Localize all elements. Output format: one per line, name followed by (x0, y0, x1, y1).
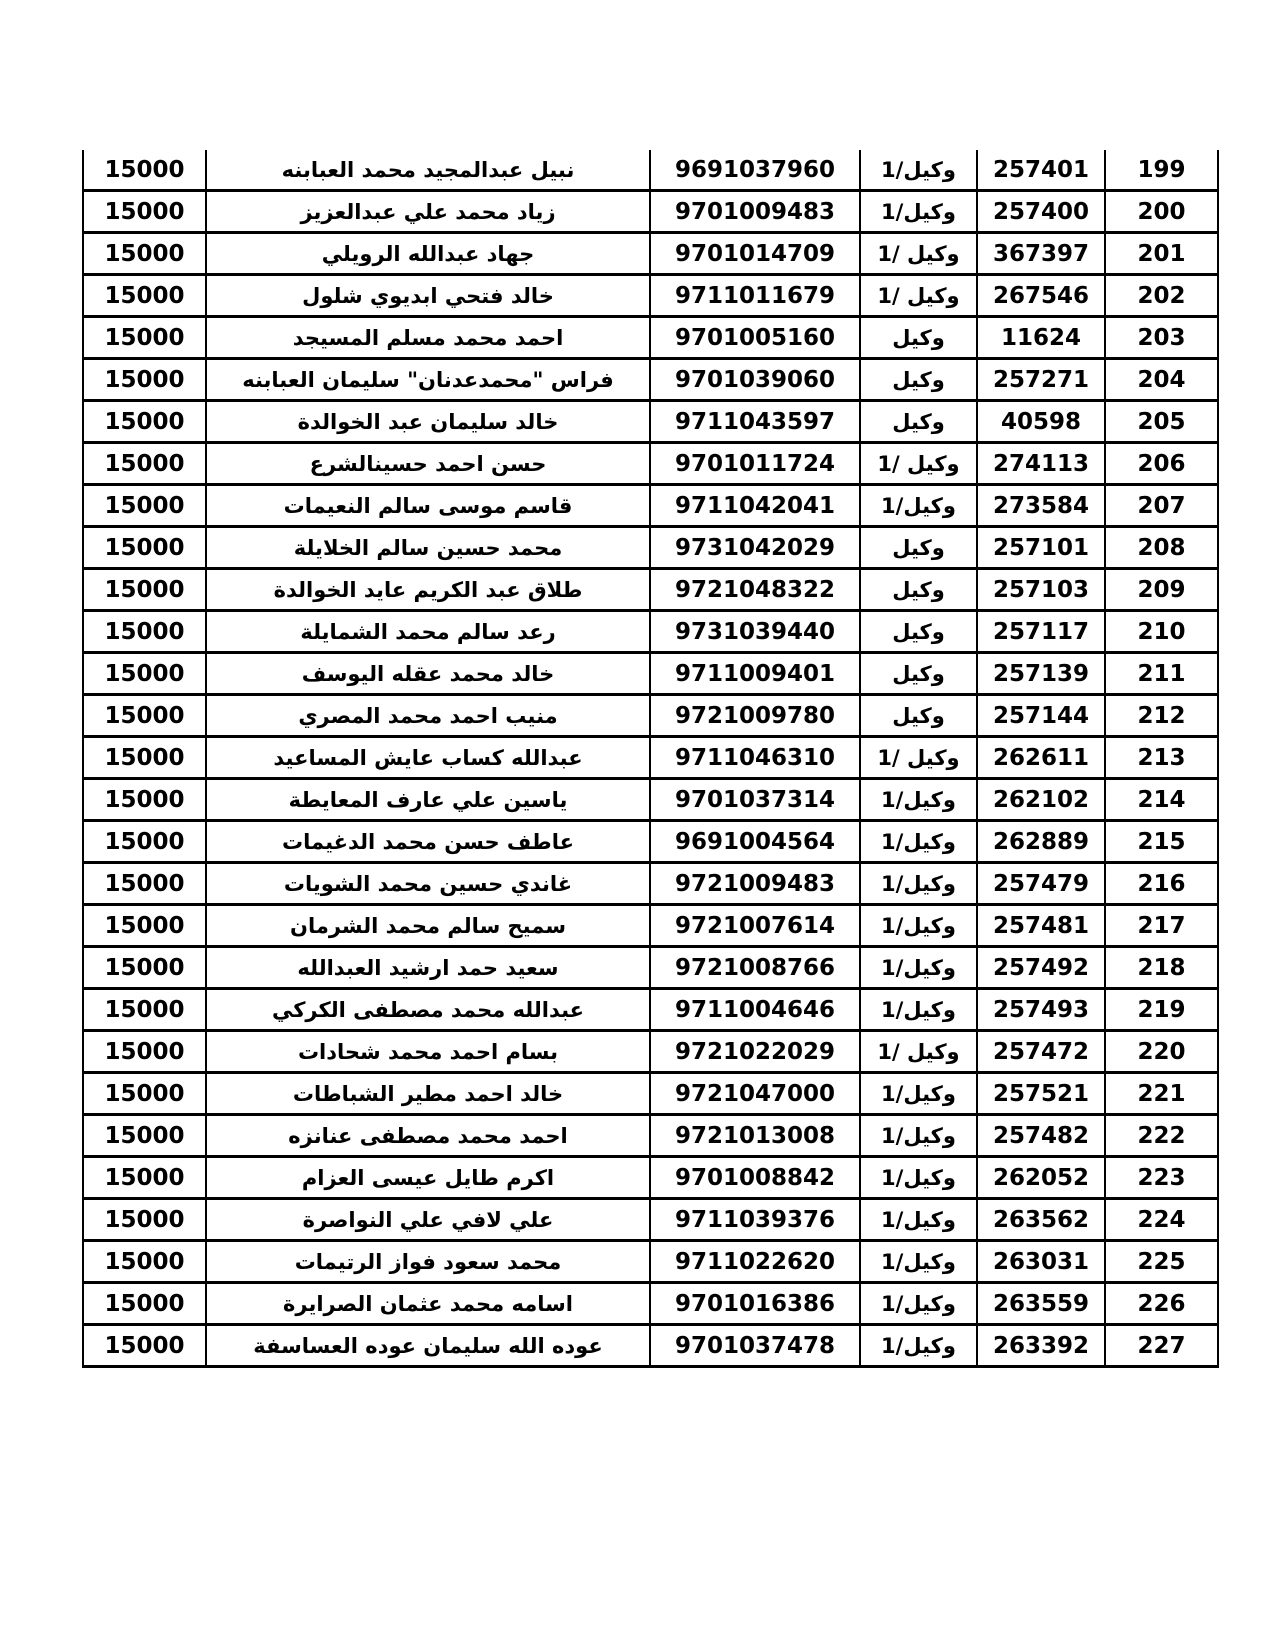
serial-cell: 215 (1105, 821, 1218, 863)
table-row (83, 1241, 1218, 1283)
amount-cell: 15000 (83, 695, 206, 737)
table-row (83, 989, 1218, 1031)
serial-cell: 218 (1105, 947, 1218, 989)
national-id-cell: 9721008766 (650, 947, 860, 989)
rank-cell: وكيل/1 (860, 485, 977, 527)
national-id-cell: 9701005160 (650, 317, 860, 359)
member-id-cell: 40598 (977, 401, 1105, 443)
amount-cell: 15000 (83, 1157, 206, 1199)
serial-cell: 214 (1105, 779, 1218, 821)
national-id-cell: 9691004564 (650, 821, 860, 863)
serial-cell: 227 (1105, 1325, 1218, 1367)
serial-cell: 202 (1105, 275, 1218, 317)
name-cell: علي لافي علي النواصرة (206, 1199, 650, 1241)
member-id-cell: 257401 (977, 150, 1105, 191)
national-id-cell: 9721007614 (650, 905, 860, 947)
member-id-cell: 257521 (977, 1073, 1105, 1115)
rank-cell: وكيل/1 (860, 1073, 977, 1115)
national-id-cell: 9701016386 (650, 1283, 860, 1325)
serial-cell: 225 (1105, 1241, 1218, 1283)
member-id-cell: 11624 (977, 317, 1105, 359)
serial-cell: 220 (1105, 1031, 1218, 1073)
serial-cell: 217 (1105, 905, 1218, 947)
amount-cell: 15000 (83, 1073, 206, 1115)
member-id-cell: 262611 (977, 737, 1105, 779)
serial-cell: 201 (1105, 233, 1218, 275)
serial-cell: 222 (1105, 1115, 1218, 1157)
table-row (83, 947, 1218, 989)
member-id-cell: 257472 (977, 1031, 1105, 1073)
serial-cell: 200 (1105, 191, 1218, 233)
national-id-cell: 9701039060 (650, 359, 860, 401)
member-id-cell: 257139 (977, 653, 1105, 695)
table-row (83, 485, 1218, 527)
rank-cell: وكيل/1 (860, 989, 977, 1031)
table-row (83, 1157, 1218, 1199)
national-id-cell: 9701009483 (650, 191, 860, 233)
rank-cell: وكيل /1 (860, 737, 977, 779)
national-id-cell: 9701008842 (650, 1157, 860, 1199)
serial-cell: 216 (1105, 863, 1218, 905)
serial-cell: 204 (1105, 359, 1218, 401)
national-id-cell: 9731042029 (650, 527, 860, 569)
amount-cell: 15000 (83, 863, 206, 905)
amount-cell: 15000 (83, 275, 206, 317)
national-id-cell: 9711039376 (650, 1199, 860, 1241)
national-id-cell: 9711043597 (650, 401, 860, 443)
member-id-cell: 257493 (977, 989, 1105, 1031)
member-id-cell: 267546 (977, 275, 1105, 317)
name-cell: احمد محمد مسلم المسيجد (206, 317, 650, 359)
national-id-cell: 9721009780 (650, 695, 860, 737)
name-cell: زياد محمد علي عبدالعزيز (206, 191, 650, 233)
amount-cell: 15000 (83, 1115, 206, 1157)
rank-cell: وكيل/1 (860, 1325, 977, 1367)
amount-cell: 15000 (83, 653, 206, 695)
rank-cell: وكيل/1 (860, 191, 977, 233)
amount-cell: 15000 (83, 989, 206, 1031)
name-cell: قاسم موسى سالم النعيمات (206, 485, 650, 527)
member-id-cell: 263031 (977, 1241, 1105, 1283)
table-row (83, 653, 1218, 695)
name-cell: فراس "محمدعدنان" سليمان العبابنه (206, 359, 650, 401)
rank-cell: وكيل/1 (860, 947, 977, 989)
member-id-cell: 257479 (977, 863, 1105, 905)
member-id-cell: 273584 (977, 485, 1105, 527)
serial-cell: 212 (1105, 695, 1218, 737)
name-cell: خالد فتحي ابديوي شلول (206, 275, 650, 317)
amount-cell: 15000 (83, 1241, 206, 1283)
rank-cell: وكيل (860, 695, 977, 737)
table-row (83, 1199, 1218, 1241)
member-id-cell: 257492 (977, 947, 1105, 989)
amount-cell: 15000 (83, 443, 206, 485)
national-id-cell: 9701014709 (650, 233, 860, 275)
rank-cell: وكيل /1 (860, 233, 977, 275)
table-row (83, 1325, 1218, 1367)
member-id-cell: 262052 (977, 1157, 1105, 1199)
rank-cell: وكيل/1 (860, 150, 977, 191)
rank-cell: وكيل/1 (860, 1241, 977, 1283)
member-id-cell: 257481 (977, 905, 1105, 947)
amount-cell: 15000 (83, 150, 206, 191)
amount-cell: 15000 (83, 1325, 206, 1367)
table-row (83, 611, 1218, 653)
table-row (83, 150, 1218, 191)
amount-cell: 15000 (83, 1031, 206, 1073)
name-cell: ياسين علي عارف المعايطة (206, 779, 650, 821)
national-id-cell: 9721013008 (650, 1115, 860, 1157)
rank-cell: وكيل (860, 401, 977, 443)
table-row (83, 191, 1218, 233)
amount-cell: 15000 (83, 233, 206, 275)
national-id-cell: 9711011679 (650, 275, 860, 317)
name-cell: طلاق عبد الكريم عايد الخوالدة (206, 569, 650, 611)
serial-cell: 209 (1105, 569, 1218, 611)
national-id-cell: 9731039440 (650, 611, 860, 653)
name-cell: اكرم طايل عيسى العزام (206, 1157, 650, 1199)
rank-cell: وكيل (860, 359, 977, 401)
national-id-cell: 9701037478 (650, 1325, 860, 1367)
member-id-cell: 274113 (977, 443, 1105, 485)
member-id-cell: 257144 (977, 695, 1105, 737)
table-row (83, 1283, 1218, 1325)
name-cell: عبدالله كساب عايش المساعيد (206, 737, 650, 779)
name-cell: سميح سالم محمد الشرمان (206, 905, 650, 947)
roster-table-body (83, 150, 1218, 1367)
name-cell: رعد سالم محمد الشمايلة (206, 611, 650, 653)
serial-cell: 207 (1105, 485, 1218, 527)
rank-cell: وكيل (860, 317, 977, 359)
amount-cell: 15000 (83, 401, 206, 443)
national-id-cell: 9711004646 (650, 989, 860, 1031)
member-id-cell: 257400 (977, 191, 1105, 233)
national-id-cell: 9711042041 (650, 485, 860, 527)
name-cell: عوده الله سليمان عوده العساسفة (206, 1325, 650, 1367)
member-id-cell: 263392 (977, 1325, 1105, 1367)
rank-cell: وكيل/1 (860, 1115, 977, 1157)
serial-cell: 206 (1105, 443, 1218, 485)
amount-cell: 15000 (83, 611, 206, 653)
national-id-cell: 9721022029 (650, 1031, 860, 1073)
name-cell: عبدالله محمد مصطفى الكركي (206, 989, 650, 1031)
member-id-cell: 257482 (977, 1115, 1105, 1157)
amount-cell: 15000 (83, 1199, 206, 1241)
table-row (83, 905, 1218, 947)
amount-cell: 15000 (83, 527, 206, 569)
rank-cell: وكيل/1 (860, 905, 977, 947)
rank-cell: وكيل /1 (860, 1031, 977, 1073)
amount-cell: 15000 (83, 821, 206, 863)
serial-cell: 210 (1105, 611, 1218, 653)
rank-cell: وكيل/1 (860, 1199, 977, 1241)
national-id-cell: 9701011724 (650, 443, 860, 485)
member-id-cell: 262102 (977, 779, 1105, 821)
member-id-cell: 257117 (977, 611, 1105, 653)
table-row (83, 737, 1218, 779)
rank-cell: وكيل /1 (860, 275, 977, 317)
table-row (83, 1031, 1218, 1073)
member-id-cell: 263559 (977, 1283, 1105, 1325)
serial-cell: 221 (1105, 1073, 1218, 1115)
rank-cell: وكيل (860, 611, 977, 653)
table-row (83, 569, 1218, 611)
rank-cell: وكيل/1 (860, 1283, 977, 1325)
name-cell: منيب احمد محمد المصري (206, 695, 650, 737)
member-id-cell: 262889 (977, 821, 1105, 863)
rank-cell: وكيل/1 (860, 779, 977, 821)
national-id-cell: 9721009483 (650, 863, 860, 905)
amount-cell: 15000 (83, 947, 206, 989)
national-id-cell: 9721047000 (650, 1073, 860, 1115)
national-id-cell: 9691037960 (650, 150, 860, 191)
amount-cell: 15000 (83, 779, 206, 821)
national-id-cell: 9701037314 (650, 779, 860, 821)
name-cell: محمد حسين سالم الخلايلة (206, 527, 650, 569)
serial-cell: 205 (1105, 401, 1218, 443)
national-id-cell: 9711046310 (650, 737, 860, 779)
rank-cell: وكيل/1 (860, 863, 977, 905)
amount-cell: 15000 (83, 191, 206, 233)
amount-cell: 15000 (83, 569, 206, 611)
table-row (83, 1073, 1218, 1115)
rank-cell: وكيل/1 (860, 1157, 977, 1199)
rank-cell: وكيل (860, 653, 977, 695)
serial-cell: 213 (1105, 737, 1218, 779)
amount-cell: 15000 (83, 905, 206, 947)
serial-cell: 199 (1105, 150, 1218, 191)
table-row (83, 779, 1218, 821)
serial-cell: 211 (1105, 653, 1218, 695)
table-row (83, 695, 1218, 737)
amount-cell: 15000 (83, 359, 206, 401)
national-id-cell: 9721048322 (650, 569, 860, 611)
amount-cell: 15000 (83, 737, 206, 779)
name-cell: خالد احمد مطير الشباطات (206, 1073, 650, 1115)
national-id-cell: 9711022620 (650, 1241, 860, 1283)
name-cell: غاندي حسين محمد الشويات (206, 863, 650, 905)
member-id-cell: 257103 (977, 569, 1105, 611)
member-id-cell: 257101 (977, 527, 1105, 569)
serial-cell: 203 (1105, 317, 1218, 359)
amount-cell: 15000 (83, 1283, 206, 1325)
name-cell: خالد سليمان عبد الخوالدة (206, 401, 650, 443)
rank-cell: وكيل/1 (860, 821, 977, 863)
serial-cell: 226 (1105, 1283, 1218, 1325)
amount-cell: 15000 (83, 485, 206, 527)
table-row (83, 317, 1218, 359)
table-row (83, 527, 1218, 569)
name-cell: خالد محمد عقله اليوسف (206, 653, 650, 695)
serial-cell: 223 (1105, 1157, 1218, 1199)
member-id-cell: 367397 (977, 233, 1105, 275)
table-row (83, 275, 1218, 317)
table-row (83, 233, 1218, 275)
table-row (83, 443, 1218, 485)
member-id-cell: 257271 (977, 359, 1105, 401)
name-cell: محمد سعود فواز الرتيمات (206, 1241, 650, 1283)
name-cell: سعيد حمد ارشيد العبدالله (206, 947, 650, 989)
rank-cell: وكيل /1 (860, 443, 977, 485)
table-row (83, 863, 1218, 905)
table-row (83, 401, 1218, 443)
serial-cell: 224 (1105, 1199, 1218, 1241)
serial-cell: 208 (1105, 527, 1218, 569)
rank-cell: وكيل (860, 569, 977, 611)
table-row (83, 821, 1218, 863)
table-row (83, 359, 1218, 401)
name-cell: حسن احمد حسينالشرع (206, 443, 650, 485)
amount-cell: 15000 (83, 317, 206, 359)
rank-cell: وكيل (860, 527, 977, 569)
name-cell: جهاد عبدالله الرويلي (206, 233, 650, 275)
member-id-cell: 263562 (977, 1199, 1105, 1241)
table-row (83, 1115, 1218, 1157)
name-cell: عاطف حسن محمد الدغيمات (206, 821, 650, 863)
name-cell: اسامه محمد عثمان الصرايرة (206, 1283, 650, 1325)
name-cell: بسام احمد محمد شحادات (206, 1031, 650, 1073)
roster-table (82, 150, 1219, 1368)
national-id-cell: 9711009401 (650, 653, 860, 695)
name-cell: احمد محمد مصطفى عنانزه (206, 1115, 650, 1157)
name-cell: نبيل عبدالمجيد محمد العبابنه (206, 150, 650, 191)
serial-cell: 219 (1105, 989, 1218, 1031)
